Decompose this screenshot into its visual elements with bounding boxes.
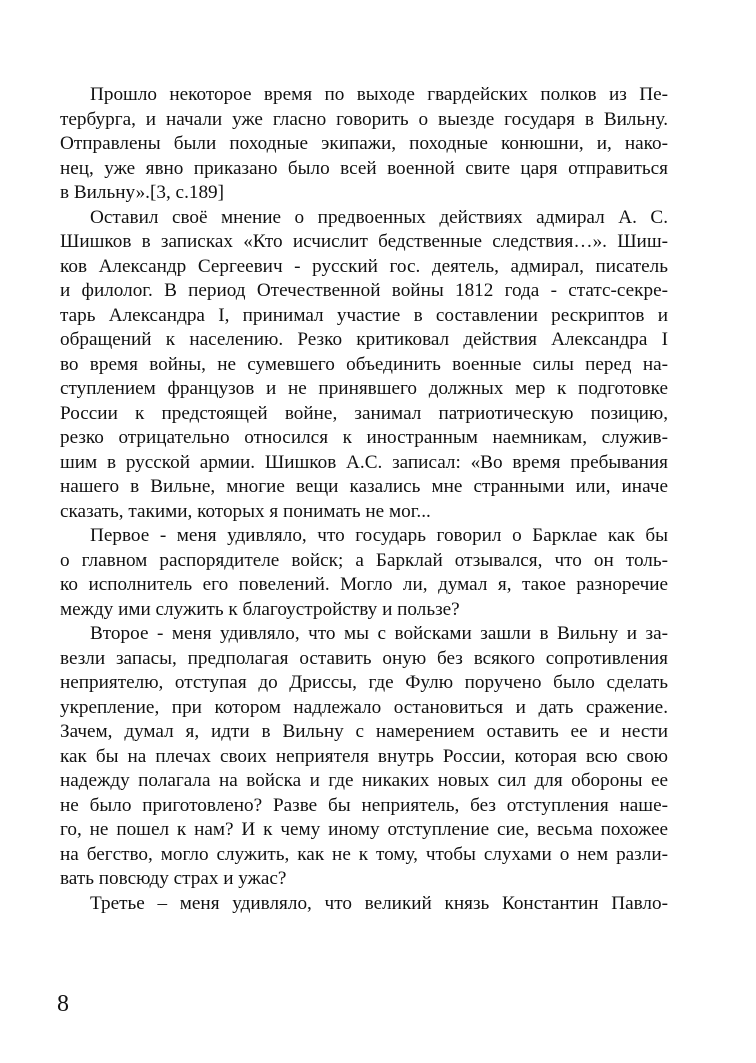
text-line: шим в русской армии. Шишков А.С. записал: «Во время пребывания <box>60 451 668 473</box>
paragraph <box>60 206 668 525</box>
text-line: Третье – меня удивляло, что великий князь Константин Павло- <box>90 892 668 914</box>
text-line: и филолог. В период Отечественной войны 1812 года - статс-секре- <box>60 280 668 301</box>
text-line: ко исполнитель его повелений. Могло ли, думал я, такое разноречие <box>60 574 668 595</box>
paragraph <box>60 622 668 892</box>
text-line: в Вильну».[3, с.189] <box>60 182 225 203</box>
text-line: Шишков в записках «Кто исчислит бедственные следствия…». Шиш- <box>60 231 668 252</box>
text-line: между ими служить к благоустройству и пользе? <box>60 598 460 620</box>
text-line: неприятелю, отступая до Дриссы, где Фулю поручено было сделать <box>60 672 668 693</box>
text-line: обращений к населению. Резко критиковал действия Александра I <box>60 329 668 350</box>
text-line: нашего в Вильне, многие вещи казались мне странными или, иначе <box>60 476 668 497</box>
text-line: го, не пошел к нам? И к чему иному отступление сие, весьма похожее <box>60 819 668 840</box>
paragraph <box>60 524 668 622</box>
text-line: во время войны, не сумевшего объединить военные силы перед на- <box>60 353 668 375</box>
page-number: 8 <box>57 991 69 1017</box>
text-line: везли запасы, предполагая оставить оную без всякого сопротивления <box>60 647 668 669</box>
paragraph <box>60 83 668 206</box>
text-line: нец, уже явно приказано было всей военной свите царя отправиться <box>60 157 668 179</box>
text-line: резко отрицательно относился к иностранным наемникам, служив- <box>60 427 668 448</box>
text-line: тербурга, и начали уже гласно говорить о выезде государя в Вильну. <box>60 108 668 130</box>
text-line: сказать, такими, которых я понимать не мог... <box>60 500 431 522</box>
text-line: Первое - меня удивляло, что государь говорил о Барклае как бы <box>90 525 668 546</box>
paragraph <box>60 892 668 917</box>
text-line: надежду полагала на войска и где никаких новых сил для обороны ее <box>60 770 668 791</box>
text-line: тарь Александра I, принимал участие в составлении рескриптов и <box>60 304 668 326</box>
text-line: Отправлены были походные экипажи, походные конюшни, и, нако- <box>60 133 668 154</box>
text-line: о главном распорядителе войск; а Барклай отзывался, что он толь- <box>60 549 668 571</box>
text-line: Второе - меня удивляло, что мы с войсками зашли в Вильну и за- <box>90 623 668 644</box>
text-line: на бегство, могло служить, как не к тому, чтобы слухами о нем разли- <box>60 843 668 865</box>
text-line: вать повсюду страх и ужас? <box>60 868 287 889</box>
body-text <box>60 83 668 916</box>
text-line: ков Александр Сергеевич - русский гос. деятель, адмирал, писатель <box>60 255 668 277</box>
text-line: Зачем, думал я, идти в Вильну с намерением оставить ее и нести <box>60 721 668 742</box>
text-line: не было приготовлено? Разве бы неприятель, без отступления наше- <box>60 794 668 816</box>
text-line: как бы на плечах своих неприятеля внутрь России, которая всю свою <box>60 745 668 767</box>
text-line: укрепление, при котором надлежало остановиться и дать сражение. <box>60 696 668 718</box>
text-line: России к предстоящей войне, занимал патриотическую позицию, <box>60 402 668 424</box>
text-line: Прошло некоторое время по выходе гвардейских полков из Пе- <box>90 84 668 105</box>
text-line: Оставил своё мнение о предвоенных действиях адмирал А. С. <box>90 206 668 228</box>
text-line: ступлением французов и не принявшего должных мер к подготовке <box>60 378 668 399</box>
